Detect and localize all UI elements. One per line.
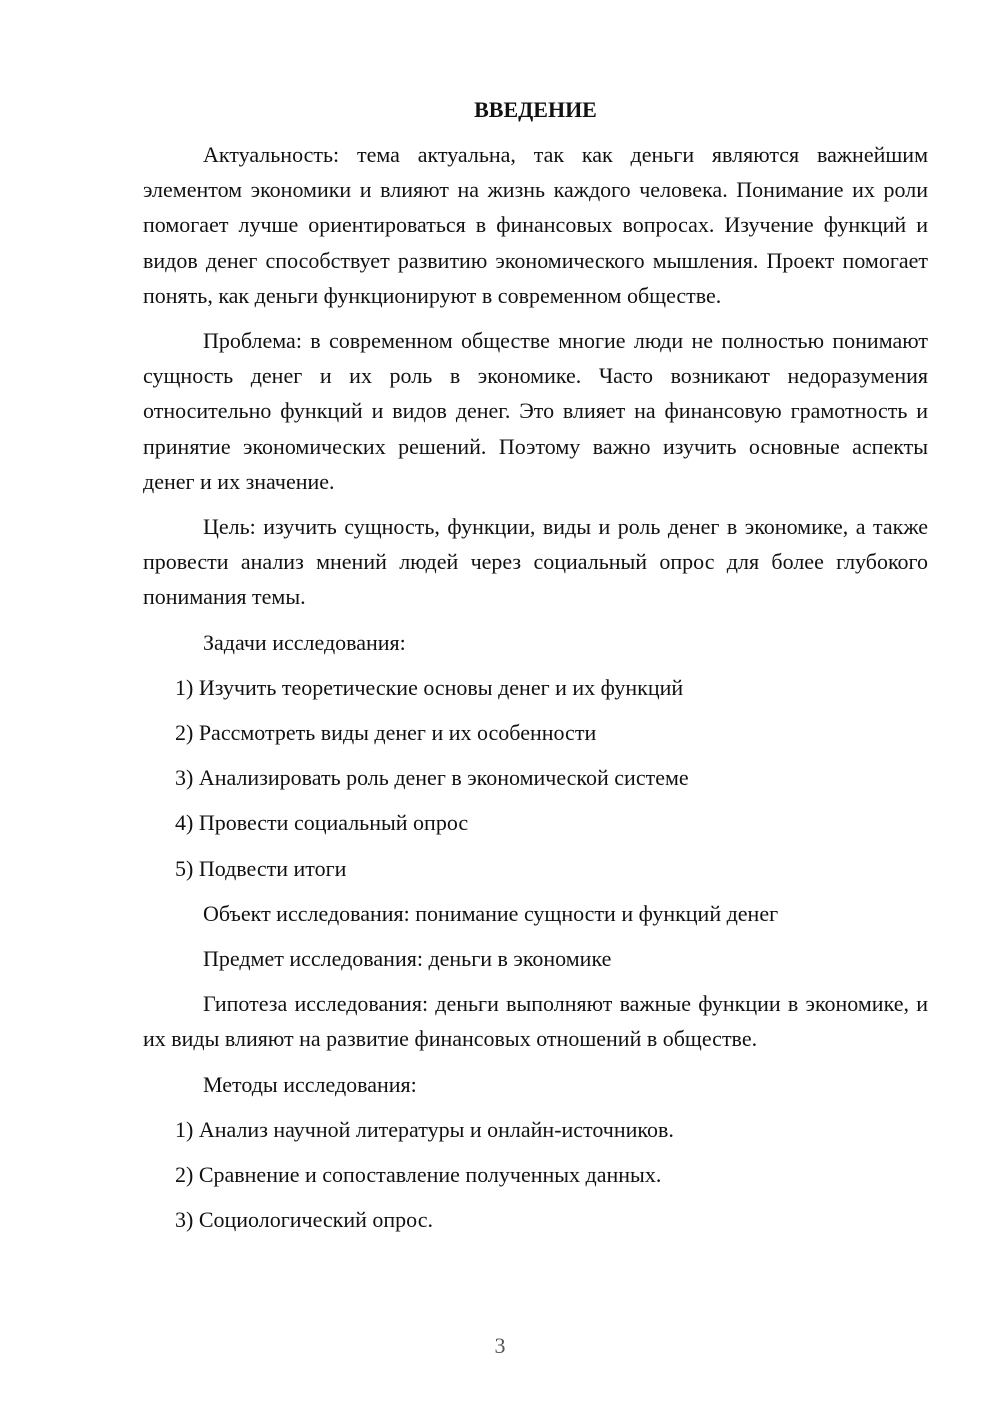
- tasks-heading: Задачи исследования:: [203, 629, 406, 655]
- task-item-2: 2) Рассмотреть виды денег и их особенности: [175, 720, 597, 746]
- research-subject: Предмет исследования: деньги в экономике: [203, 946, 612, 972]
- methods-heading: Методы исследования:: [203, 1071, 417, 1097]
- method-item-2: 2) Сравнение и сопоставление полученных данных.: [175, 1162, 662, 1188]
- method-item-1: 1) Анализ научной литературы и онлайн-источников.: [175, 1116, 674, 1142]
- section-title: ВВЕДЕНИЕ: [474, 97, 597, 122]
- actuality-paragraph: Актуальность: тема актуальна, так как деньги являются важнейшим элементом экономики и влияют на жизнь каждого человека. Понимание их роли помогает лучше ориентироваться в финансовых вопросах. Изучение функций и видов денег способствует развитию экономического мышления. Проект помогает понять, как деньги функционируют в современном обществе.: [143, 142, 928, 308]
- problem-paragraph: Проблема: в современном обществе многие люди не полностью понимают сущность денег и их роль в экономике. Часто возникают недоразумения относительно функций и видов денег. Это влияет на финансовую грамотность и принятие экономических решений. Поэтому важно изучить основные аспекты денег и их значение.: [143, 328, 928, 494]
- method-item-3: 3) Социологический опрос.: [175, 1207, 433, 1233]
- page-number: 3: [494, 1333, 506, 1358]
- research-object: Объект исследования: понимание сущности и функций денег: [203, 900, 779, 926]
- goal-paragraph: Цель: изучить сущность, функции, виды и роль денег в экономике, а также провести анализ мнений людей через социальный опрос для более глубокого понимания темы.: [143, 514, 928, 610]
- task-item-5: 5) Подвести итоги: [175, 855, 347, 881]
- task-item-4: 4) Провести социальный опрос: [175, 810, 469, 836]
- task-item-3: 3) Анализировать роль денег в экономической системе: [175, 765, 689, 791]
- document-page: [143, 95, 928, 1247]
- hypothesis-paragraph: Гипотеза исследования: деньги выполняют важные функции в экономике, и их виды влияют на развитие финансовых отношений в обществе.: [143, 991, 928, 1052]
- task-item-1: 1) Изучить теоретические основы денег и их функций: [175, 674, 684, 700]
